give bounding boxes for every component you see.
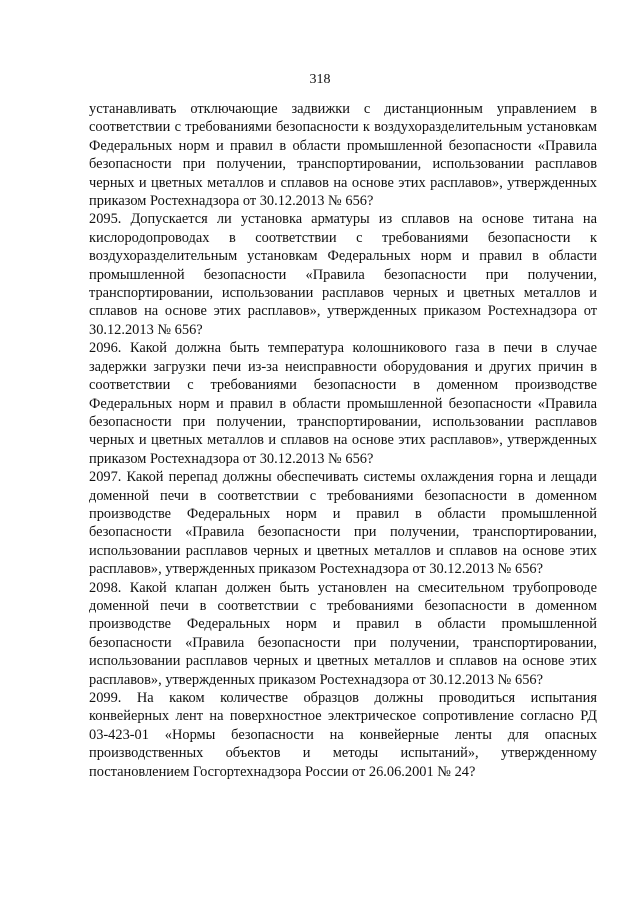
question-2095: 2095. Допускается ли установка арматуры из сплавов на основе титана на кислородопроводах в соответствии с требованиями безопасности к воздухоразделительным установкам Федеральных норм и правил в области промышленной безопасности «Правила безопасности при получении, транспортировании, использовании расплавов черных и цветных металлов и сплавов на основе этих расплавов», утвержденных приказом Ростехнадзора от 30.12.2013 № 656? xyxy=(89,211,597,338)
question-2097: 2097. Какой перепад должны обеспечивать системы охлаждения горна и лещади доменной печи в соответствии с требованиями безопасности в доменном производстве Федеральных норм и правил в области промышленной безопасности «Правила безопасности при получении, транспортировании, использовании расплавов черных и цветных металлов и сплавов на основе этих расплавов», утвержденных приказом Ростехнадзора от 30.12.2013 № 656? xyxy=(89,469,597,578)
paragraph-continuation: устанавливать отключающие задвижки с дистанционным управлением в соответствии с требованиями безопасности к воздухоразделительным установкам Федеральных норм и правил в области промышленной безопасности «Правила безопасности при получении, транспортировании, использовании расплавов черных и цветных металлов и сплавов на основе этих расплавов», утвержденных приказом Ростехнадзора от 30.12.2013 № 656? xyxy=(89,101,597,210)
question-2098: 2098. Какой клапан должен быть установлен на смесительном трубопроводе доменной печи в соответствии с требованиями безопасности в доменном производстве Федеральных норм и правил в области промышленной безопасности «Правила безопасности при получении, транспортировании, использовании расплавов черных и цветных металлов и сплавов на основе этих расплавов», утвержденных приказом Ростехнадзора от 30.12.2013 № 656? xyxy=(89,579,597,688)
page-number: 318 xyxy=(309,72,331,87)
question-2096: 2096. Какой должна быть температура колошникового газа в печи в случае задержки загрузки печи из-за неисправности оборудования и других причин в соответствии с требованиями безопасности в доменном производстве Федеральных норм и правил в области промышленной безопасности «Правила безопасности при получении, транспортировании, использовании расплавов черных и цветных металлов и сплавов на основе этих расплавов», утвержденных приказом Ростехнадзора от 30.12.2013 № 656? xyxy=(89,340,597,467)
page-body xyxy=(89,100,597,781)
question-2099: 2099. На каком количестве образцов должны проводиться испытания конвейерных лент на поверхностное электрическое сопротивление согласно РД 03-423-01 «Нормы безопасности на конвейерные ленты для опасных производственных объектов и методы испытаний», утвержденному постановлением Госгортехнадзора России от 26.06.2001 № 24? xyxy=(89,690,597,780)
